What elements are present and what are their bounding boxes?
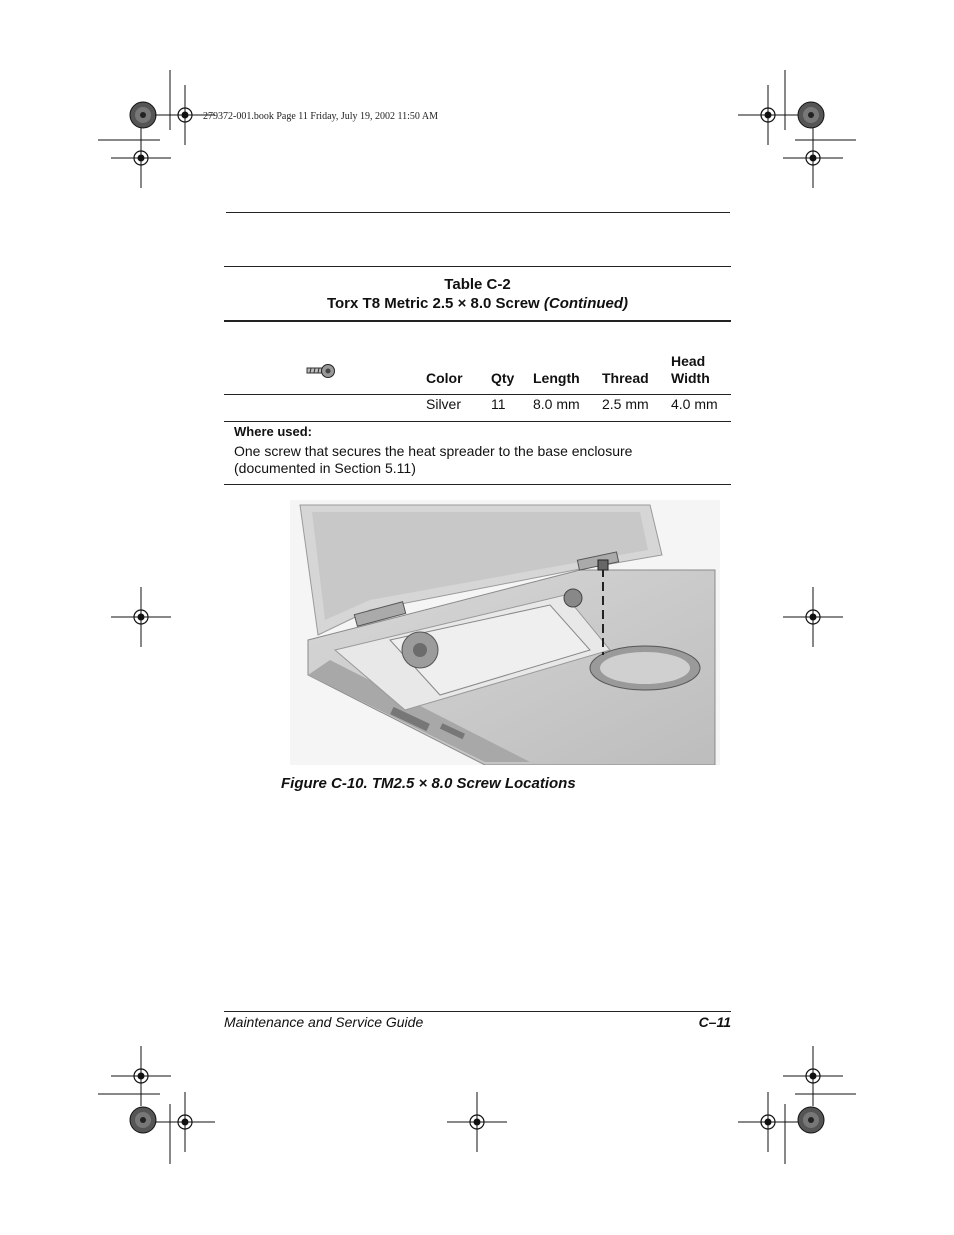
print-header: 279372-001.book Page 11 Friday, July 19, 2002 11:50 AM: [203, 111, 438, 122]
cell-color: Silver: [426, 396, 462, 412]
footer-rule: [224, 1011, 731, 1012]
figure-caption: Figure C-10. TM2.5 × 8.0 Screw Locations: [281, 775, 576, 792]
table-bottom-rule: [224, 484, 731, 485]
table-top-rule: [224, 266, 731, 267]
cell-thread: 2.5 mm: [602, 396, 649, 412]
table-row-rule: [224, 421, 731, 422]
header-thread: Thread: [602, 370, 649, 386]
header-rule: [226, 212, 730, 213]
where-used-text: One screw that secures the heat spreader to the base enclosure (documented in Section 5.11): [234, 443, 633, 476]
header-head-width: Head Width: [671, 353, 710, 386]
footer-guide-title: Maintenance and Service Guide: [224, 1014, 424, 1030]
table-title: [224, 275, 731, 313]
screw-icon: [306, 361, 336, 386]
cell-length: 8.0 mm: [533, 396, 580, 412]
header-qty: Qty: [491, 370, 515, 386]
table-continued: (Continued): [543, 295, 629, 312]
header-color: Color: [426, 370, 463, 386]
table-title-rule: [224, 320, 731, 322]
table-name: Torx T8 Metric 2.5 × 8.0 Screw (Continued): [326, 295, 629, 312]
cell-head-width: 4.0 mm: [671, 396, 718, 412]
notebook-illustration: [290, 500, 720, 770]
table-header-rule: [224, 394, 731, 395]
where-used-label: Where used:: [234, 424, 313, 439]
cell-qty: 11: [491, 396, 506, 412]
table-number: Table C-2: [444, 276, 511, 293]
header-length: Length: [533, 370, 580, 386]
footer-page-number: C–11: [698, 1014, 731, 1030]
